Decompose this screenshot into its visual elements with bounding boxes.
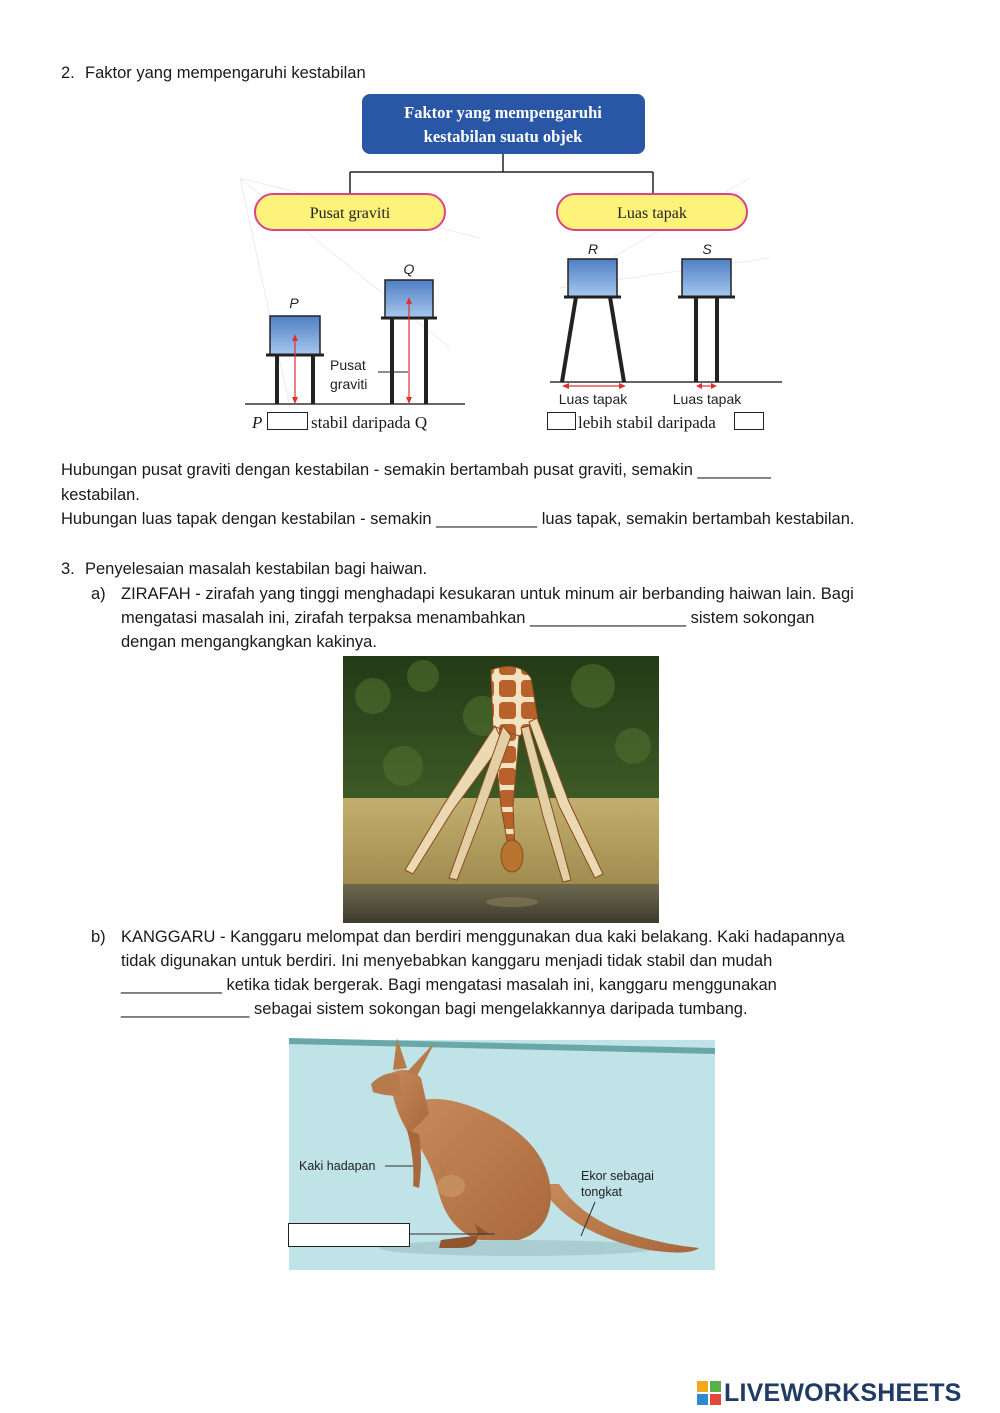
item-a-line-2: mengatasi masalah ini, zirafah terpaksa menambahkan _________________ sistem sokongan — [121, 609, 815, 627]
grass-ground — [343, 798, 659, 890]
section-2-line-3: Hubungan luas tapak dengan kestabilan - semakin ___________ luas tapak, semakin bertambah kestabilan. — [61, 510, 855, 528]
label-ekor-2: tongkat — [581, 1185, 623, 1199]
base-s-label: Luas tapak — [672, 391, 742, 407]
object-r-box — [568, 259, 617, 297]
item-b-marker: b) — [91, 928, 106, 946]
section-2-number: 2. — [61, 64, 75, 82]
cg-label-2: graviti — [330, 376, 368, 392]
item-b-line-2: tidak digunakan untuk berdiri. Ini menyebabkan kanggaru menjadi tidak stabil dan mudah — [121, 952, 773, 970]
caption-right-mid: lebih stabil daripada — [578, 413, 716, 432]
pill-pusat-graviti-label: Pusat graviti — [309, 205, 391, 222]
liveworksheets-brand: LIVEWORKSHEETS — [724, 1379, 962, 1407]
pill-luas-tapak-label: Luas tapak — [617, 205, 687, 222]
object-s-box — [682, 259, 731, 297]
root-line-2: kestabilan suatu objek — [423, 127, 583, 146]
item-b-line-1: KANGGARU - Kanggaru melompat dan berdiri menggunakan dua kaki belakang. Kaki hadapannya — [121, 928, 845, 946]
tree-connectors — [350, 154, 653, 194]
answer-box-r-s-2[interactable] — [734, 412, 764, 430]
liveworksheets-logo-icon — [697, 1381, 721, 1405]
answer-box-p[interactable] — [267, 412, 308, 430]
caption-left-prefix: P — [252, 413, 263, 432]
item-a-line-1: ZIRAFAH - zirafah yang tinggi menghadapi kesukaran untuk minum air berbanding haiwan lain. Bagi — [121, 585, 854, 603]
cg-label-1: Pusat — [330, 357, 366, 373]
label-kaki-hadapan: Kaki hadapan — [299, 1159, 376, 1173]
liveworksheets-logo — [697, 1378, 962, 1408]
stability-factors-diagram — [230, 88, 790, 440]
label-q: Q — [403, 261, 415, 277]
answer-box-kangaroo-leg[interactable] — [288, 1223, 410, 1247]
giraffe-drinking-image — [343, 656, 659, 923]
label-ekor-1: Ekor sebagai — [581, 1169, 654, 1183]
label-p: P — [289, 295, 299, 311]
section-2-heading: Faktor yang mempengaruhi kestabilan — [85, 64, 366, 82]
root-line-1: Faktor yang mempengaruhi — [404, 103, 602, 122]
item-b-line-3: ___________ ketika tidak bergerak. Bagi mengatasi masalah ini, kanggaru menggunakan — [121, 976, 777, 994]
item-b-line-4: ______________ sebagai sistem sokongan bagi mengelakkannya daripada tumbang. — [121, 1000, 748, 1018]
section-2-line-1: Hubungan pusat graviti dengan kestabilan - semakin bertambah pusat graviti, semakin ________ — [61, 461, 771, 479]
item-a-line-3: dengan mengangkangkan kakinya. — [121, 633, 377, 651]
base-r-label: Luas tapak — [558, 391, 628, 407]
label-s: S — [702, 241, 712, 257]
caption-left-suffix: stabil daripada Q — [311, 413, 428, 432]
answer-box-r-s-1[interactable] — [547, 412, 576, 430]
item-a-marker: a) — [91, 585, 106, 603]
label-r: R — [587, 241, 599, 257]
section-3-heading: Penyelesaian masalah kestabilan bagi haiwan. — [85, 560, 428, 578]
section-2-line-2: kestabilan. — [61, 486, 140, 504]
section-3-number: 3. — [61, 560, 75, 578]
